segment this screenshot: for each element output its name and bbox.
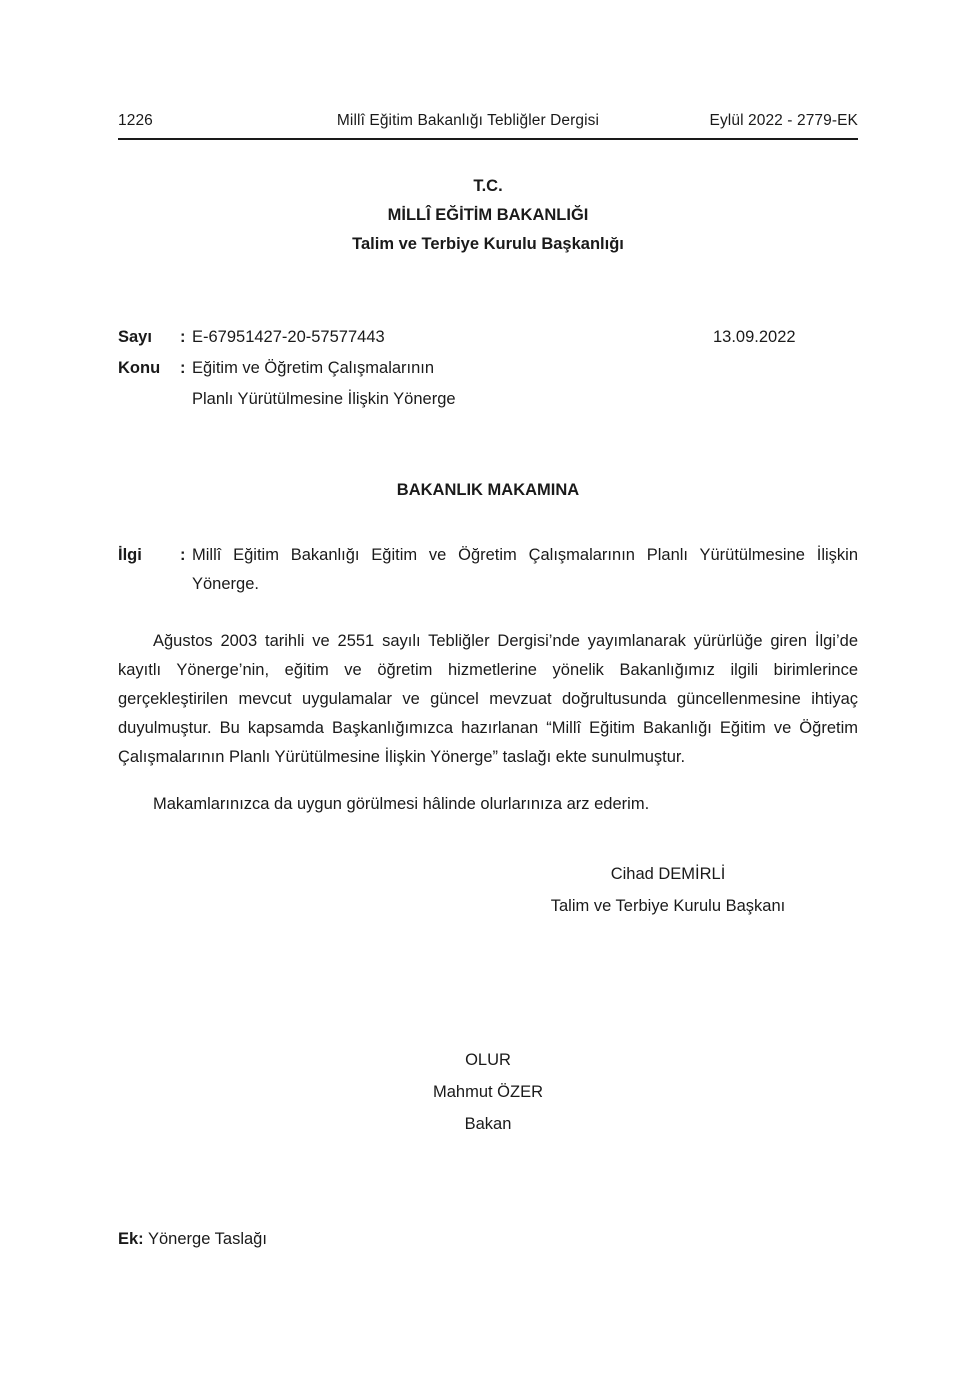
addressee-heading: BAKANLIK MAKAMINA <box>396 481 580 499</box>
sayi-label: Sayı <box>118 328 152 346</box>
header-divider <box>118 138 858 140</box>
page-number: 1226 <box>118 112 153 129</box>
body-paragraph-1: Ağustos 2003 tarihli ve 2551 sayılı Tebliğler Dergisi’nde yayımlanarak yürürlüğe giren İlgi’de kayıtlı Yönerge’nin, eğitim ve öğretim hizmetlerine yönelik Bakanlığımız ilgili birimlerince gerçekleştirilen mevcut uygulamalar ve güncel mevzuat doğrultusunda güncellenmesine ihtiyaç duyulmuştur. Bu kapsamda Başkanlığımızca hazırlanan “Millî Eğitim Bakanlığı Eğitim ve Öğretim Çalışmalarının Planlı Yürütülmesine İlişkin Yönerge” taslağı ekte sunulmuştur. <box>118 632 858 766</box>
sayi-colon: : <box>180 328 186 346</box>
attachment-value: Yönerge Taslağı <box>147 1230 267 1248</box>
institution-line-board: Talim ve Terbiye Kurulu Başkanlığı <box>352 235 624 253</box>
signature-block <box>478 858 858 922</box>
running-header <box>118 112 858 130</box>
approval-block <box>118 1044 858 1140</box>
document-body <box>118 627 858 819</box>
konu-value-line2: Planlı Yürütülmesine İlişkin Yönerge <box>192 390 456 408</box>
attachment-line <box>118 1230 858 1249</box>
meta-row-konu <box>118 353 858 384</box>
approver-title: Bakan <box>464 1115 512 1133</box>
issue-label: Eylül 2022 - 2779-EK <box>709 112 858 129</box>
body-paragraph-2: Makamlarınızca da uygun görülmesi hâlinde olurlarınıza arz ederim. <box>153 795 650 813</box>
document-date: 13.09.2022 <box>713 328 796 346</box>
approval-heading: OLUR <box>465 1051 511 1069</box>
ilgi-block <box>118 541 858 599</box>
konu-label: Konu <box>118 359 161 377</box>
institution-line-tc: T.C. <box>473 177 503 195</box>
konu-colon: : <box>180 359 186 377</box>
ilgi-label: İlgi <box>118 546 142 564</box>
attachment-label: Ek: <box>118 1230 144 1248</box>
publication-title: Millî Eğitim Bakanlığı Tebliğler Dergisi <box>336 112 600 129</box>
institution-line-ministry: MİLLÎ EĞİTİM BAKANLIĞI <box>387 206 589 224</box>
meta-row-sayi <box>118 322 858 353</box>
signatory-title: Talim ve Terbiye Kurulu Başkanı <box>550 897 786 915</box>
document-meta <box>118 322 858 415</box>
signatory-name: Cihad DEMİRLİ <box>610 865 726 883</box>
ilgi-colon: : <box>180 546 186 564</box>
konu-value-line1: Eğitim ve Öğretim Çalışmalarının <box>192 359 435 377</box>
approver-name: Mahmut ÖZER <box>432 1083 544 1101</box>
sayi-value: E-67951427-20-57577443 <box>192 328 385 346</box>
institution-heading <box>118 172 858 259</box>
ilgi-text: Millî Eğitim Bakanlığı Eğitim ve Öğretim Çalışmalarının Planlı Yürütülmesine İlişkin Yönerge. <box>192 546 858 593</box>
